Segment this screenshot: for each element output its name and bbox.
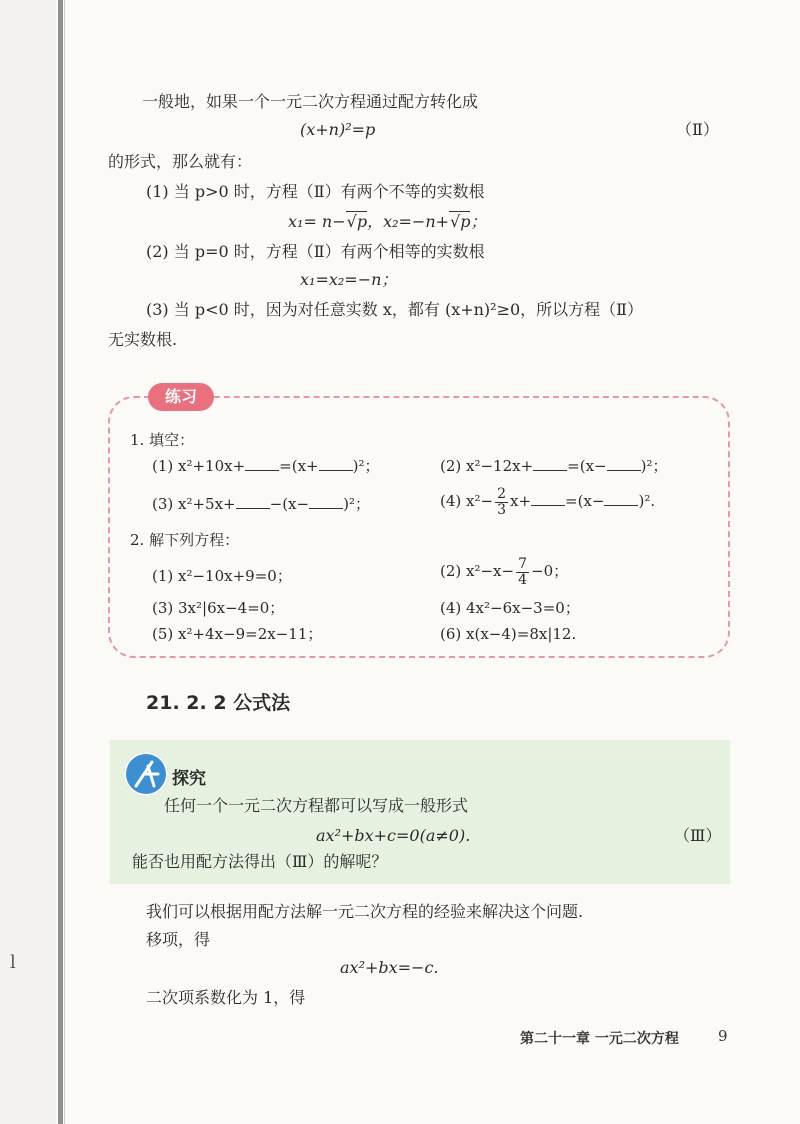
practice-q2-item-5: (5) x²+4x−9=2x−11； [152, 625, 323, 643]
fraction-denominator: 3 [497, 501, 506, 518]
q1-4-pre2: x+ [509, 492, 532, 510]
explore-line-2: 能否也用配方法得出（Ⅲ）的解呢？ [132, 852, 388, 871]
practice-q2-item-6: (6) x(x−4)=8x|12. [440, 625, 577, 643]
practice-q2-item-4: (4) 4x²−6x−3=0； [440, 599, 580, 617]
binding-line-thin [64, 0, 65, 1124]
q1-3-mid: −(x− [269, 495, 310, 513]
explore-equation: ax²+bx+c=0(a≠0). [316, 826, 471, 845]
intro-line-2: 的形式，那么就有： [108, 152, 253, 171]
case-1-radical-b: √p [450, 212, 471, 231]
case-1-root-b: ，x₂=−n+ [367, 212, 450, 231]
case-1-radical-a: √p [346, 212, 368, 231]
practice-q2-item-1: (1) x²−10x+9=0； [152, 567, 292, 585]
case-1-end: ； [470, 212, 487, 231]
explore-icon-glyph [124, 752, 168, 796]
blank[interactable] [607, 456, 641, 471]
practice-q1-label: 1. 填空： [130, 431, 195, 449]
q2-2-pre: (2) x²−x− [440, 562, 515, 580]
q1-4-mid: =(x− [565, 492, 605, 510]
practice-q1-item-1 [152, 456, 380, 476]
fraction [495, 487, 508, 518]
body-equation: ax²+bx=−c. [340, 958, 439, 977]
q1-3-pre: (3) x²+5x+ [152, 495, 236, 513]
body-line-1: 我们可以根据用配方法解一元二次方程的经验来解决这个问题. [146, 902, 584, 921]
blank[interactable] [236, 494, 270, 509]
q1-3-post: )²； [343, 495, 370, 513]
practice-q2-item-2 [440, 552, 568, 590]
fraction-denominator: 4 [518, 571, 528, 588]
intro-equation: (x+n)²=p [300, 120, 376, 139]
blank[interactable] [533, 456, 567, 471]
q1-2-post: )²； [640, 457, 668, 475]
binding-line [58, 0, 63, 1124]
case-1-roots [288, 212, 487, 232]
practice-q2-item-3: (3) 3x²|6x−4=0； [152, 599, 285, 617]
practice-tab: 练习 [148, 383, 214, 411]
fraction-numerator: 7 [518, 555, 528, 572]
explore-icon [124, 752, 168, 796]
q1-2-mid: =(x− [567, 457, 607, 475]
practice-q1-item-4 [440, 482, 655, 520]
q1-1-mid: =(x+ [279, 457, 319, 475]
case-1-text: (1) 当 p>0 时，方程（Ⅱ）有两个不等的实数根 [146, 182, 485, 201]
intro-equation-tag: （Ⅱ） [676, 120, 719, 139]
case-3-continuation: 无实数根. [108, 330, 178, 349]
practice-q2-label: 2. 解下列方程： [130, 531, 240, 549]
blank[interactable] [319, 456, 353, 471]
body-line-3: 二次项系数化为 1，得 [146, 988, 306, 1007]
explore-line-1: 任何一个一元二次方程都可以写成一般形式 [164, 796, 469, 815]
case-2-roots: x₁=x₂=−n； [300, 270, 398, 289]
section-title: 21. 2. 2 公式法 [146, 692, 291, 714]
practice-box [108, 396, 730, 658]
q1-2-pre: (2) x²−12x+ [440, 457, 534, 475]
fraction [516, 557, 529, 588]
footer-chapter: 第二十一章 一元二次方程 [520, 1031, 679, 1047]
page-gutter [0, 0, 56, 1124]
q2-2-post: −0； [531, 562, 569, 580]
page-number: 9 [718, 1027, 728, 1045]
blank[interactable] [531, 491, 565, 506]
q1-1-pre: (1) x²+10x+ [152, 457, 246, 475]
case-3-text: (3) 当 p<0 时，因为对任意实数 x，都有 (x+n)²≥0，所以方程（Ⅱ） [146, 300, 644, 319]
case-1-root-a: x₁= n− [288, 212, 346, 231]
q1-4-post: )². [638, 492, 656, 510]
q1-4-pre: (4) x²− [440, 492, 494, 510]
intro-line-1: 一般地，如果一个一元二次方程通过配方转化成 [142, 92, 479, 111]
blank[interactable] [604, 491, 638, 506]
margin-mark: l [10, 952, 16, 973]
practice-q1-item-3 [152, 494, 370, 514]
q1-1-post: )²； [352, 457, 380, 475]
body-line-2: 移项，得 [146, 930, 211, 949]
fraction-numerator: 2 [497, 485, 506, 502]
practice-q1-item-2 [440, 456, 668, 476]
blank[interactable] [309, 494, 343, 509]
case-2-text: (2) 当 p=0 时，方程（Ⅱ）有两个相等的实数根 [146, 242, 485, 261]
blank[interactable] [245, 456, 279, 471]
explore-equation-tag: （Ⅲ） [674, 826, 722, 845]
explore-title: 探究 [172, 769, 206, 789]
